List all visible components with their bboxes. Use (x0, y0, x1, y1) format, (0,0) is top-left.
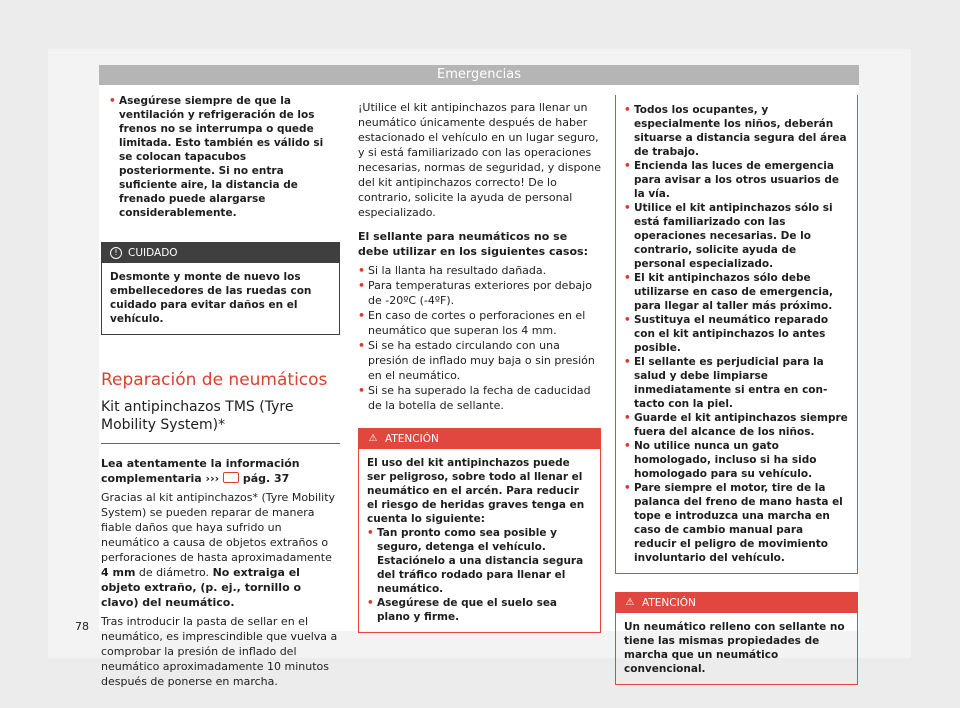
brake-ventilation-bullet (101, 94, 340, 220)
bullet-dot: • (624, 272, 631, 284)
warning-triangle-icon: ⚠ (625, 597, 635, 608)
intro-paragraph: ¡Utilice el kit antipinchazos para llenar un neumático únicamente después de haber estacionado el vehículo en un lugar seguro, y si está familiarizado con las operaciones necesarias, normas de seguridad, y dispone del kit antipinchazos correcto! De lo contrario, solicite la ayuda de personal especializado. (358, 101, 601, 219)
list-item (624, 159, 848, 201)
list-item-text: Tan pronto como sea posible y seguro, detenga el vehículo. Estaciónelo a una distancia segura del tráfico rodado para llenar el neumático. (377, 527, 584, 595)
list-item-text: En caso de cortes o perforaciones en el neumático que superan los 4 mm. (368, 309, 586, 337)
list-item (367, 526, 591, 596)
para1-end: de diámetro. (138, 566, 210, 579)
column-2 (358, 100, 601, 633)
bullet-dot: • (358, 279, 366, 292)
warning-header (359, 429, 600, 449)
bullet-dot: • (624, 104, 631, 116)
list-item (624, 313, 848, 355)
warning-intro: El uso del kit antipinchazos puede ser peligroso, sobre todo al llenar el neumático en el arcén. Para reducir el riesgo de heridas graves tenga en cuenta lo siguiente: (367, 457, 585, 525)
list-item-text: Guarde el kit antipinchazos siempre fuera del alcance de los niños. (634, 412, 848, 438)
read-note-text: Lea atentamente la información complementaria (101, 457, 300, 485)
bullet-dot: • (358, 309, 366, 322)
list-item-text: Si se ha superado la fecha de caducidad de la botella de sellante. (368, 384, 591, 412)
list-item (624, 411, 848, 439)
page-number: 78 (75, 620, 89, 633)
list-item-text: Encienda las luces de emergencia para avisar a los otros usuarios de la vía. (634, 160, 840, 200)
bullet-dot: • (624, 412, 631, 424)
para1-text: Gracias al kit antipinchazos* (Tyre Mobility System) se pueden reparar de manera fiable daños que haya sufrido un neumático a causa de objetos extraños o perforaciones de hasta aproximadamente (101, 491, 336, 564)
bullet-text: Asegúrese siempre de que la ventilación y refrigeración de los frenos no se interrumpa o quede limitada. Esto también es válido si se colocan tapacubos posteriormente. Si no entra suficiente aire, la distancia de frenado puede alargarse considerablemente. (119, 95, 324, 219)
list-item-text: El kit antipinchazos sólo debe utilizarse en caso de emergencia, para llegar al taller más próximo. (634, 272, 834, 312)
list-item (358, 308, 601, 338)
list-item (358, 383, 601, 413)
warning-box-continued (615, 95, 858, 574)
bullet-dot: • (358, 339, 366, 352)
list-item (624, 271, 848, 313)
cases-list (358, 263, 601, 413)
bullet-dot: • (358, 384, 366, 397)
warning-header (616, 593, 857, 613)
section-title: Reparación de neumáticos (101, 370, 328, 390)
warning-body (359, 449, 600, 632)
caution-text: Desmonte y monte de nuevo los embellecedores de las ruedas con cuidado para evitar daños en el vehículo. (110, 271, 312, 325)
arrow-ref-icon: ››› (205, 472, 220, 485)
bullet-dot: • (358, 264, 366, 277)
subsection-title: Kit antipinchazos TMS (Tyre Mobility System)* (101, 399, 294, 433)
list-item (367, 596, 591, 624)
bullet-dot: • (624, 202, 631, 214)
warning-title: ATENCIÓN (642, 597, 696, 609)
list-item-text: Todos los ocupantes, y especialmente los niños, deberán situarse a distancia segura del área de trabajo. (634, 104, 847, 158)
list-item-text: Si se ha estado circulando con una presión de inflado muy baja o sin presión en el neumático. (368, 339, 595, 382)
column-3 (615, 94, 858, 685)
divider (101, 443, 340, 444)
page-reference-link[interactable]: pág. 37 (242, 472, 290, 485)
warning-text: Un neumático relleno con sellante no tiene las mismas propiedades de marcha que un neumático convencional. (624, 621, 845, 675)
list-item-text: No utilice nunca un gato homologado, incluso si ha sido homologado para su vehículo. (634, 440, 817, 480)
bullet-dot: • (624, 440, 631, 452)
list-item (358, 263, 601, 278)
list-item (358, 338, 601, 383)
info-circle-icon: ! (110, 247, 122, 259)
list-item-text: Si la llanta ha resultado dañada. (368, 264, 547, 277)
not-use-heading: El sellante para neumáticos no se debe utilizar en los siguientes casos: (358, 230, 588, 258)
warning-title: ATENCIÓN (385, 433, 439, 445)
list-item-text: Asegúrese de que el suelo sea plano y firme. (377, 597, 558, 623)
caution-title: CUIDADO (128, 247, 178, 259)
list-item-text: Para temperaturas exteriores por debajo de -20ºC (-4ºF). (368, 279, 592, 307)
bullet-dot: • (624, 160, 631, 172)
paragraph-kit-description (101, 490, 340, 610)
list-item (624, 201, 848, 271)
bullet-dot: • (624, 356, 631, 368)
bullet-dot: • (624, 314, 631, 326)
column-1 (101, 94, 340, 693)
list-item (624, 355, 848, 411)
paragraph-pressure-check: Tras introducir la pasta de sellar en el neumático, es imprescindible que vuelva a comprobar la presión de inflado del neumático aproximadamente 10 minutos después de ponerse en marcha. (101, 615, 338, 688)
bullet-dot: • (367, 527, 374, 539)
list-item-text: El sellante es perjudicial para la salud y debe limpiarse inmediatamente si entra en contacto con la piel. (634, 356, 828, 410)
list-item (624, 481, 848, 565)
warning-box-2 (615, 592, 858, 685)
list-item-text: Sustituya el neumático reparado con el kit antipinchazos lo antes posible. (634, 314, 829, 354)
caution-header (102, 243, 339, 263)
bullet-dot: • (624, 482, 631, 494)
warning-box (358, 428, 601, 633)
bullet-dot: • (109, 95, 116, 107)
list-item (624, 439, 848, 481)
list-item (358, 278, 601, 308)
list-item-text: Utilice el kit antipinchazos sólo si está familiarizado con las operaciones necesarias. De lo contrario, solicite ayuda de personal especializado. (634, 202, 833, 270)
para1-bold: 4 mm (101, 566, 136, 579)
book-icon (223, 472, 239, 483)
chapter-header: Emergencias (99, 65, 859, 85)
list-item-text: Pare siempre el motor, tire de la palanca del freno de mano hasta el tope e introduzca una marcha en caso de cambio manual para reducir el peligro de movimiento involuntario del vehículo. (634, 482, 843, 564)
para1-strong: No extraiga el objeto extraño, (p. ej., tornillo o clavo) del neumático. (101, 566, 302, 609)
caution-box (101, 242, 340, 335)
list-item (624, 103, 848, 159)
warning-continued-body (616, 95, 857, 573)
warning-triangle-icon: ⚠ (368, 433, 378, 444)
read-note (101, 456, 340, 486)
bullet-dot: • (367, 597, 374, 609)
